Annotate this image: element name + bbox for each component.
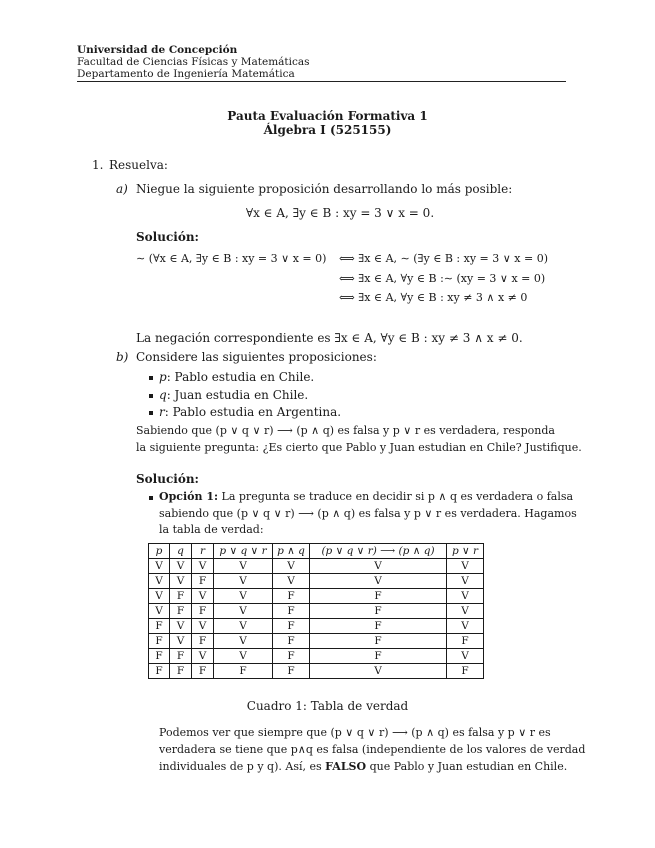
table-row bbox=[149, 649, 484, 664]
table-cell: V bbox=[214, 604, 273, 619]
col-header-implication: (p ∨ q ∨ r) ⟶ (p ∧ q) bbox=[310, 544, 447, 559]
header-rule bbox=[77, 81, 566, 82]
option-1-line1: Opción 1: La pregunta se traduce en decidir si p ∧ q es verdadera o falsa bbox=[159, 490, 574, 503]
col-header-p-or-q-or-r: p ∨ q ∨ r bbox=[214, 544, 273, 559]
problem-instruction: Resuelva: bbox=[109, 158, 168, 172]
proposition-r: r: Pablo estudia en Argentina. bbox=[159, 405, 342, 419]
table-cell: F bbox=[192, 634, 214, 649]
table-cell: V bbox=[149, 604, 170, 619]
table-cell: F bbox=[273, 664, 310, 679]
document-title: Pauta Evaluación Formativa 1 bbox=[227, 109, 428, 123]
truth-table-header-row bbox=[149, 544, 484, 559]
table-cell: F bbox=[310, 604, 447, 619]
table-cell: V bbox=[214, 619, 273, 634]
part-a-solution-label: Solución: bbox=[136, 230, 199, 244]
department-name: Departamento de Ingeniería Matemática bbox=[77, 68, 295, 80]
table-cell: V bbox=[149, 574, 170, 589]
problem-number: 1. bbox=[92, 158, 104, 172]
table-cell: V bbox=[192, 589, 214, 604]
table-cell: F bbox=[149, 649, 170, 664]
proposition-q: q: Juan estudia en Chile. bbox=[159, 388, 309, 402]
table-cell: F bbox=[170, 604, 192, 619]
table-cell: F bbox=[192, 604, 214, 619]
table-cell: F bbox=[273, 649, 310, 664]
final-line1: Podemos ver que siempre que (p ∨ q ∨ r) ⟶ (p ∧ q) es falsa y p ∨ r es bbox=[159, 726, 551, 739]
table-cell: V bbox=[214, 559, 273, 574]
part-b-intro: Considere las siguientes proposiciones: bbox=[136, 350, 377, 364]
table-cell: F bbox=[310, 649, 447, 664]
table-cell: F bbox=[310, 634, 447, 649]
proposition-p: p: Pablo estudia en Chile. bbox=[159, 370, 315, 384]
table-cell: V bbox=[310, 574, 447, 589]
part-b-solution-label: Solución: bbox=[136, 472, 199, 486]
table-cell: V bbox=[214, 649, 273, 664]
table-cell: V bbox=[273, 574, 310, 589]
table-cell: V bbox=[214, 574, 273, 589]
final-line2: verdadera se tiene que p∧q es falsa (independiente de los valores de verdad bbox=[159, 743, 586, 756]
table-cell: F bbox=[170, 664, 192, 679]
table-cell: V bbox=[214, 634, 273, 649]
table-cell: V bbox=[310, 559, 447, 574]
part-b-question-line1: Sabiendo que (p ∨ q ∨ r) ⟶ (p ∧ q) es falsa y p ∨ r es verdadera, responda bbox=[136, 424, 555, 437]
part-b-question-line2: la siguiente pregunta: ¿Es cierto que Pablo y Juan estudian en Chile? Justifique. bbox=[136, 441, 582, 454]
table-cell: V bbox=[447, 589, 484, 604]
table-cell: V bbox=[273, 559, 310, 574]
table-cell: V bbox=[149, 559, 170, 574]
table-cell: F bbox=[214, 664, 273, 679]
table-cell: V bbox=[310, 664, 447, 679]
part-a-label: a) bbox=[116, 182, 128, 196]
derivation-step-3: ⟺ ∃x ∈ A, ∀y ∈ B : xy ≠ 3 ∧ x ≠ 0 bbox=[339, 291, 528, 304]
table-cell: F bbox=[273, 619, 310, 634]
derivation-step-1: ⟺ ∃x ∈ A, ∼ (∃y ∈ B : xy = 3 ∨ x = 0) bbox=[339, 252, 548, 265]
table-cell: F bbox=[192, 664, 214, 679]
col-header-p-or-r: p ∨ r bbox=[447, 544, 484, 559]
bullet-icon bbox=[149, 394, 153, 398]
table-cell: V bbox=[170, 634, 192, 649]
table-cell: F bbox=[447, 664, 484, 679]
option-1-line2: sabiendo que (p ∨ q ∨ r) ⟶ (p ∧ q) es falsa y p ∨ r es verdadera. Hagamos bbox=[159, 507, 577, 520]
table-cell: F bbox=[310, 619, 447, 634]
table-caption: Cuadro 1: Tabla de verdad bbox=[246, 699, 409, 713]
derivation-step-2: ⟺ ∃x ∈ A, ∀y ∈ B :∼ (xy = 3 ∨ x = 0) bbox=[339, 272, 546, 285]
col-header-r: r bbox=[192, 544, 214, 559]
table-cell: V bbox=[192, 649, 214, 664]
bullet-icon bbox=[149, 411, 153, 415]
table-cell: F bbox=[170, 649, 192, 664]
table-row bbox=[149, 559, 484, 574]
table-cell: F bbox=[273, 634, 310, 649]
table-cell: V bbox=[447, 574, 484, 589]
table-cell: F bbox=[273, 604, 310, 619]
table-cell: F bbox=[149, 619, 170, 634]
bullet-icon bbox=[149, 496, 153, 500]
table-cell: V bbox=[170, 619, 192, 634]
part-a-conclusion: La negación correspondiente es ∃x ∈ A, ∀y ∈ B : xy ≠ 3 ∧ x ≠ 0. bbox=[136, 331, 523, 345]
col-header-p-and-q: p ∧ q bbox=[273, 544, 310, 559]
final-line3: individuales de p y q). Así, es FALSO que Pablo y Juan estudian en Chile. bbox=[159, 760, 568, 773]
university-name: Universidad de Concepción bbox=[77, 44, 238, 56]
table-row bbox=[149, 634, 484, 649]
table-row bbox=[149, 604, 484, 619]
table-row bbox=[149, 619, 484, 634]
table-cell: F bbox=[447, 634, 484, 649]
faculty-name: Facultad de Ciencias Físicas y Matemáticas bbox=[77, 56, 310, 68]
truth-table bbox=[148, 543, 484, 679]
document-subtitle: Álgebra I (525155) bbox=[263, 123, 392, 137]
derivation-lhs: ∼ (∀x ∈ A, ∃y ∈ B : xy = 3 ∨ x = 0) bbox=[136, 252, 327, 265]
table-cell: F bbox=[149, 664, 170, 679]
option-1-line3: la tabla de verdad: bbox=[159, 523, 264, 536]
table-cell: V bbox=[170, 559, 192, 574]
table-cell: F bbox=[192, 574, 214, 589]
table-cell: V bbox=[214, 589, 273, 604]
table-row bbox=[149, 574, 484, 589]
table-cell: F bbox=[310, 589, 447, 604]
table-cell: V bbox=[192, 559, 214, 574]
col-header-q: q bbox=[170, 544, 192, 559]
table-cell: V bbox=[447, 604, 484, 619]
part-a-statement: Niegue la siguiente proposición desarrollando lo más posible: bbox=[136, 182, 513, 196]
table-cell: V bbox=[447, 619, 484, 634]
part-b-label: b) bbox=[116, 350, 129, 364]
table-cell: V bbox=[447, 649, 484, 664]
table-cell: V bbox=[170, 574, 192, 589]
table-cell: V bbox=[192, 619, 214, 634]
part-a-formula: ∀x ∈ A, ∃y ∈ B : xy = 3 ∨ x = 0. bbox=[245, 206, 435, 220]
table-cell: V bbox=[447, 559, 484, 574]
table-cell: F bbox=[170, 589, 192, 604]
table-row bbox=[149, 664, 484, 679]
bullet-icon bbox=[149, 376, 153, 380]
table-row bbox=[149, 589, 484, 604]
table-cell: F bbox=[273, 589, 310, 604]
table-cell: F bbox=[149, 634, 170, 649]
col-header-p: p bbox=[149, 544, 170, 559]
table-cell: V bbox=[149, 589, 170, 604]
final-verdict: FALSO bbox=[325, 760, 367, 773]
